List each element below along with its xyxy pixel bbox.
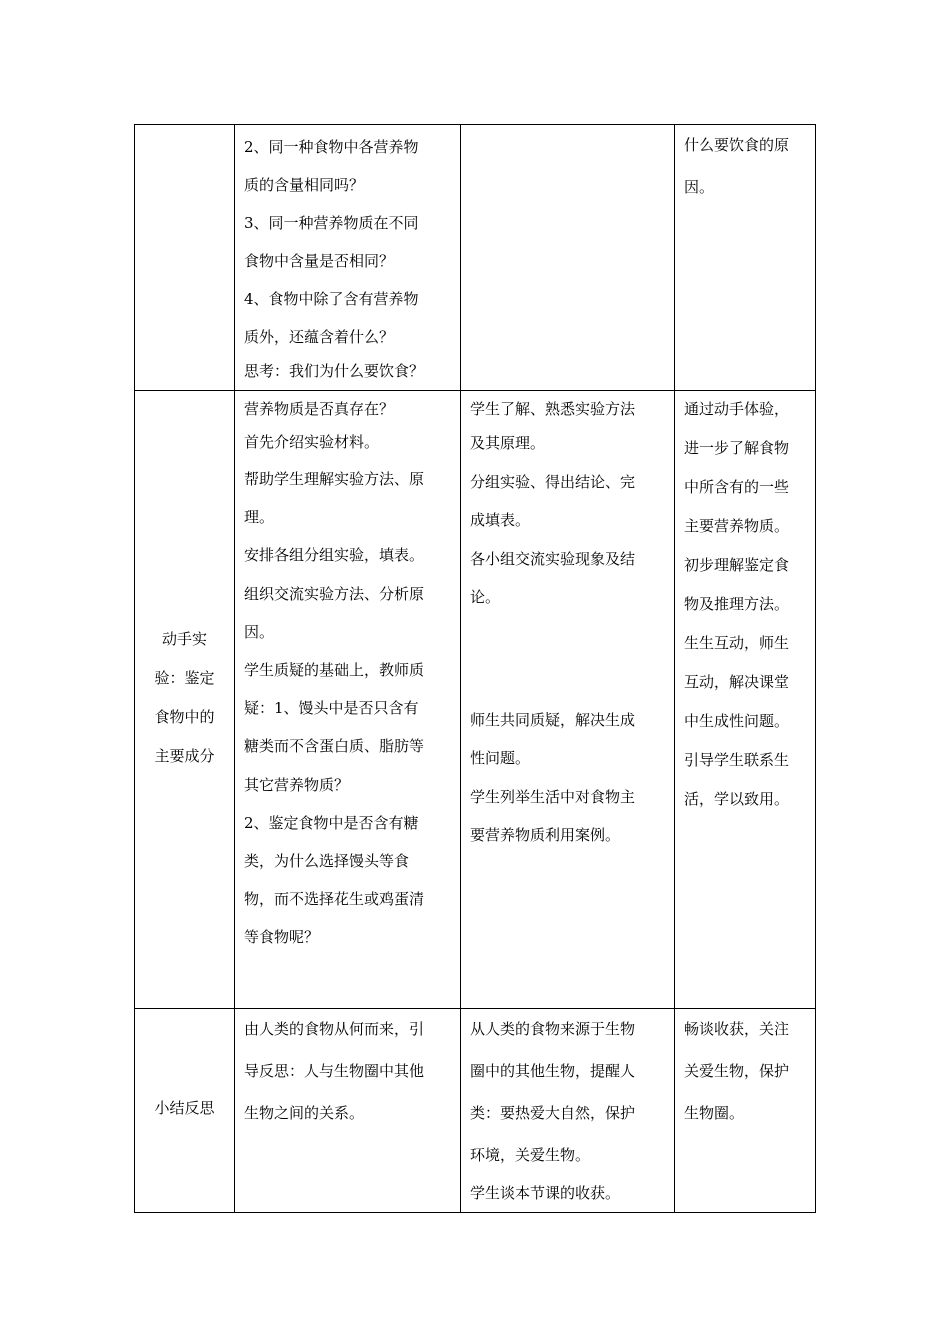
- text-line: 理。: [244, 508, 275, 527]
- text-line: 生物圈。: [684, 1104, 745, 1122]
- text-line: 2、同一种食物中各营养物: [244, 138, 419, 156]
- text-line: 活，学以致用。: [684, 790, 790, 808]
- text-line: 安排各组分组实验，填表。: [244, 546, 425, 565]
- text-line: 因。: [244, 622, 275, 641]
- text-line: 类，为什么选择馒头等食: [244, 852, 410, 871]
- text-line: 初步理解鉴定食: [684, 556, 790, 574]
- text-line: 营养物质是否真存在？: [244, 400, 395, 418]
- text-line: 师生共同质疑，解决生成: [470, 710, 636, 729]
- text-line: 验：鉴定: [154, 669, 215, 687]
- text-line: 类：要热爱大自然，保护: [470, 1104, 636, 1122]
- text-line: 分组实验、得出结论、完: [470, 472, 636, 491]
- text-line: 导反思：人与生物圈中其他: [244, 1062, 425, 1080]
- row2-teacher-cell: [244, 394, 424, 957]
- text-line: 要营养物质利用案例。: [470, 826, 621, 844]
- text-line: 学生质疑的基础上，教师质: [244, 661, 425, 680]
- text-line: 主要营养物质。: [684, 517, 790, 535]
- text-line: 畅谈收获，关注: [684, 1020, 790, 1038]
- text-line: 性问题。: [470, 749, 531, 767]
- text-line: 物及推理方法。: [684, 595, 790, 613]
- text-line: 从人类的食物来源于生物: [470, 1020, 636, 1038]
- text-line: 学生了解、熟悉实验方法: [470, 400, 636, 418]
- table-divider-2: [460, 124, 461, 1213]
- text-line: 及其原理。: [470, 434, 546, 452]
- text-line: 学生谈本节课的收获。: [470, 1184, 621, 1202]
- text-line: 进一步了解食物: [684, 439, 790, 457]
- text-line: 疑：1、馒头中是否只含有: [244, 699, 419, 718]
- text-line: 组织交流实验方法、分析原: [244, 584, 425, 603]
- table-border-right: [815, 124, 816, 1213]
- text-line: 论。: [470, 588, 501, 606]
- text-line: 主要成分: [154, 747, 215, 765]
- row2-intent-cell: [684, 390, 789, 819]
- row3-teacher-cell: [244, 1008, 424, 1134]
- text-line: 糖类而不含蛋白质、脂肪等: [244, 737, 425, 756]
- row2-student-cell: [470, 394, 635, 855]
- text-line: 学生列举生活中对食物主: [470, 787, 636, 806]
- text-line: 环境，关爱生物。: [470, 1146, 591, 1164]
- text-line: 小结反思: [154, 1099, 215, 1117]
- text-line: 3、同一种营养物质在不同: [244, 214, 419, 232]
- row3-stage-cell: [135, 1093, 234, 1123]
- text-line: 其它营养物质？: [244, 775, 350, 794]
- text-line: 质的含量相同吗？: [244, 176, 365, 194]
- text-line: 中生成性问题。: [684, 712, 790, 730]
- text-line: 食物中的: [154, 708, 215, 726]
- text-line: 4、食物中除了含有营养物: [244, 290, 419, 308]
- row1-teacher-cell: [244, 128, 424, 386]
- text-line: 成填表。: [470, 511, 531, 529]
- text-line: 质外，还蕴含着什么？: [244, 328, 395, 346]
- text-line: 等食物呢？: [244, 928, 320, 947]
- table-border-bottom: [134, 1212, 816, 1213]
- text-line: 物，而不选择花生或鸡蛋清: [244, 890, 425, 909]
- row1-intent-cell: [684, 124, 789, 208]
- text-line: 什么要饮食的原: [684, 136, 790, 154]
- text-line: 通过动手体验，: [684, 400, 790, 418]
- text-line: 帮助学生理解实验方法、原: [244, 470, 425, 488]
- text-line: 因。: [684, 178, 715, 196]
- text-line: 圈中的其他生物，提醒人: [470, 1062, 636, 1080]
- text-line: 中所含有的一些: [684, 478, 790, 496]
- text-line: 动手实: [161, 630, 207, 648]
- text-line: 各小组交流实验现象及结: [470, 549, 636, 568]
- row2-stage-cell: [135, 620, 234, 776]
- text-line: 2、鉴定食物中是否含有糖: [244, 813, 419, 832]
- text-line: 思考：我们为什么要饮食？: [244, 362, 425, 380]
- text-line: 首先介绍实验材料。: [244, 433, 380, 451]
- text-line: 关爱生物，保护: [684, 1062, 790, 1080]
- text-line: 食物中含量是否相同？: [244, 252, 395, 270]
- text-line: 生生互动，师生: [684, 634, 790, 652]
- table-divider-1: [234, 124, 235, 1213]
- row3-intent-cell: [684, 1008, 789, 1134]
- table-divider-3: [674, 124, 675, 1213]
- text-line: 互动，解决课堂: [684, 673, 790, 691]
- text-line: 引导学生联系生: [684, 751, 790, 769]
- text-line: 由人类的食物从何而来，引: [244, 1020, 425, 1038]
- text-line: 生物之间的关系。: [244, 1104, 365, 1122]
- row3-student-cell: [470, 1008, 635, 1210]
